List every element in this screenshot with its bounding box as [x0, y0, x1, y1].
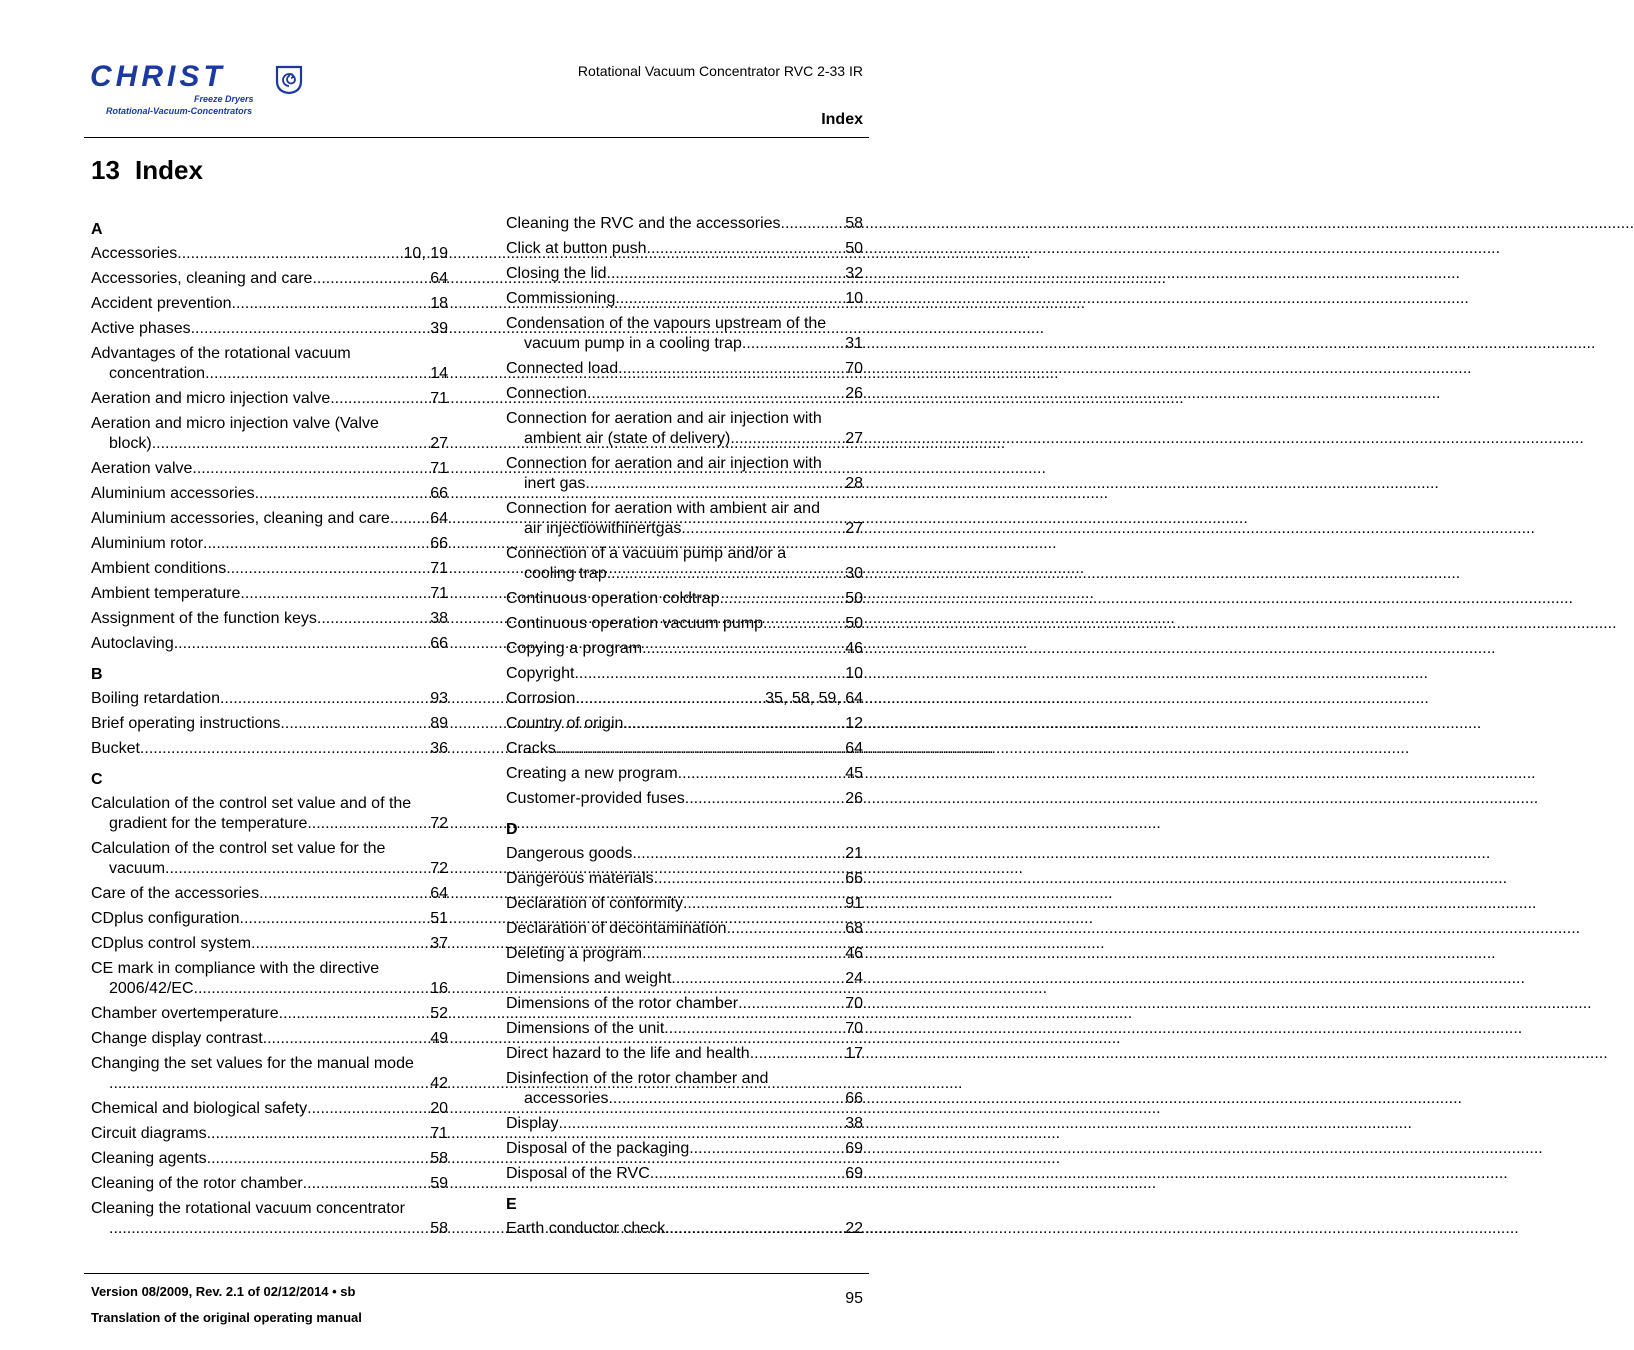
index-entry [506, 1019, 863, 1039]
index-entry-pages: 38 [845, 1115, 863, 1132]
index-entry [506, 764, 863, 784]
index-entry-term: Accessories, cleaning and care [91, 270, 313, 287]
index-letter-heading: B [91, 666, 103, 683]
index-entry [506, 359, 863, 379]
dot-leader [685, 789, 845, 809]
index-entry-pages: 16 [430, 980, 448, 997]
index-entry-pages: 32 [845, 265, 863, 282]
dot-leader [575, 689, 765, 709]
index-entry-term: Corrosion [506, 690, 576, 707]
dot-leader [307, 814, 430, 834]
index-entry-pages: 27 [845, 430, 863, 447]
index-entry-term: Display [506, 1115, 559, 1132]
page-number: 95 [845, 1290, 863, 1307]
index-entry-pages: 72 [430, 815, 448, 832]
index-entry-term: inert gas [524, 475, 586, 492]
index-entry-term: Continuous operation coldtrap [506, 590, 720, 607]
index-entry-term: Advantages of the rotational vacuum [91, 345, 351, 362]
dot-leader [109, 1074, 430, 1094]
dot-leader [642, 639, 845, 659]
index-entry-pages: 45 [845, 765, 863, 782]
index-entry-pages: 66 [430, 635, 448, 652]
footer-translation-note: Translation of the original operating manual [91, 1310, 362, 1325]
dot-leader [585, 474, 845, 494]
dot-leader [607, 564, 845, 584]
index-entry-pages: 50 [845, 590, 863, 607]
index-entry-pages: 69 [845, 1165, 863, 1182]
index-entry-pages: 39 [430, 320, 448, 337]
index-entry [506, 1139, 863, 1159]
index-entry-term: Aluminium accessories, cleaning and care. [91, 510, 395, 527]
dot-leader [303, 1174, 431, 1194]
header-rule [84, 137, 869, 138]
index-entry-term: Connection for aeration and air injection with [506, 410, 822, 427]
index-entry-pages: 93 [430, 690, 448, 707]
index-entry [506, 664, 863, 684]
index-entry-pages: 66 [845, 1090, 863, 1107]
index-entry-pages: 71 [430, 390, 448, 407]
index-entry [506, 739, 863, 759]
index-entry [91, 884, 448, 904]
index-entry-pages: 10 [845, 665, 863, 682]
dot-leader [618, 359, 845, 379]
index-entry-pages: 70 [845, 360, 863, 377]
index-entry-term: Dimensions and weight [506, 970, 672, 987]
company-logo [90, 58, 315, 120]
index-entry [91, 509, 448, 529]
index-entry-pages: 20 [430, 1100, 448, 1117]
dot-leader [647, 239, 846, 259]
chapter-title: Index [135, 155, 203, 185]
index-entry-pages: 50 [845, 615, 863, 632]
index-entry-pages: 24 [845, 970, 863, 987]
index-entry [91, 609, 448, 629]
index-entry-pages: 66 [430, 535, 448, 552]
index-entry-pages: 36 [430, 740, 448, 757]
index-entry-pages: 68 [845, 920, 863, 937]
index-entry-term: Cracks [506, 740, 556, 757]
index-entry-term: vacuum. [109, 860, 170, 877]
index-entry [506, 789, 863, 809]
dot-leader [730, 429, 845, 449]
dot-leader [312, 269, 430, 289]
index-entry-pages: 70 [845, 1020, 863, 1037]
dot-leader [251, 934, 430, 954]
index-entry-term: Deleting a program [506, 945, 643, 962]
index-entry-pages: 58 [430, 1150, 448, 1167]
index-entry-term: Closing the lid [506, 265, 607, 282]
index-entry [506, 844, 863, 864]
index-entry-pages: 71 [430, 585, 448, 602]
dot-leader [240, 909, 431, 929]
index-entry-pages: 31 [845, 335, 863, 352]
index-entry [506, 409, 863, 449]
index-entry [91, 909, 448, 929]
index-entry [91, 794, 448, 834]
index-entry-pages: 69 [845, 1140, 863, 1157]
dot-leader [307, 1099, 430, 1119]
dot-leader [574, 664, 845, 684]
dot-leader [321, 609, 430, 629]
dot-leader [615, 289, 845, 309]
index-entry [91, 689, 448, 709]
index-entry-term: Connection of a vacuum pump and/or a [506, 545, 787, 562]
index-entry-pages: 71 [430, 460, 448, 477]
index-entry-term: Disinfection of the rotor chamber and [506, 1070, 769, 1087]
index-entry-pages: 22 [845, 1220, 863, 1237]
index-entry-pages: 37 [430, 935, 448, 952]
index-entry-term: cooling trap [524, 565, 607, 582]
index-entry-term: Dangerous goods. [506, 845, 637, 862]
index-entry-term: air injectiowithinertgas [524, 520, 682, 537]
dot-leader [781, 214, 846, 234]
index-entry-pages: 46 [845, 640, 863, 657]
index-entry-pages: 38 [430, 610, 448, 627]
index-entry [506, 1069, 863, 1109]
index-entry-pages: 35, 58, 59, 64 [765, 690, 863, 707]
dot-leader [558, 1114, 845, 1134]
dot-leader [727, 919, 846, 939]
index-entry-term: Circuit diagrams [91, 1125, 207, 1142]
index-entry [91, 739, 448, 759]
index-entry [506, 214, 863, 234]
dot-leader [259, 884, 430, 904]
index-entry-pages: 12 [845, 715, 863, 732]
index-entry [91, 484, 448, 504]
index-entry-pages: 89 [430, 715, 448, 732]
index-entry-term: Cleaning the RVC and the accessories [506, 215, 781, 232]
dot-leader [637, 844, 845, 864]
index-entry [506, 1044, 863, 1064]
index-entry [91, 389, 448, 409]
index-entry-term: Disposal of the packaging [506, 1140, 690, 1157]
index-entry-pages: 72 [430, 860, 448, 877]
index-entry-pages: 21 [845, 845, 863, 862]
dot-leader [394, 509, 430, 529]
dot-leader [608, 1089, 845, 1109]
footer-info [91, 1279, 362, 1331]
dot-leader [267, 1029, 430, 1049]
index-entry-pages: 66 [430, 485, 448, 502]
dot-leader [279, 1004, 431, 1024]
dot-leader [240, 584, 430, 604]
logo-tagline-freeze-dryers: Freeze Dryers [194, 94, 254, 104]
index-entry-pages: 64 [430, 270, 448, 287]
index-entry-term: Autoclaving [91, 635, 174, 652]
index-entry [91, 294, 448, 314]
index-entry-pages: 27 [845, 520, 863, 537]
index-entry [506, 894, 863, 914]
index-entry-term: 2006/42/EC [109, 980, 194, 997]
index-entry [91, 959, 448, 999]
index-entry-term: gradient for the temperature [109, 815, 308, 832]
index-entry-term: Accident prevention [91, 295, 232, 312]
dot-leader [607, 264, 846, 284]
index-entry [506, 919, 863, 939]
index-entry-term: Creating a new program. [506, 765, 683, 782]
index-entry [506, 944, 863, 964]
index-entry-term: Continuous operation vacuum pump [506, 615, 764, 632]
index-entry [91, 1199, 448, 1239]
index-entry [506, 544, 863, 584]
index-entry-pages: 51 [430, 910, 448, 927]
index-entry-pages: 58 [430, 1220, 448, 1237]
index-entry [506, 264, 863, 284]
index-entry [506, 994, 863, 1014]
index-entry [91, 344, 448, 384]
index-letter-heading: A [91, 221, 103, 238]
index-entry-term: Calculation of the control set value for the [91, 840, 386, 857]
index-entry [506, 289, 863, 309]
index-entry-pages: 26 [845, 385, 863, 402]
index-entry-pages: 64 [430, 885, 448, 902]
index-entry-term: Care of the accessories [91, 885, 260, 902]
index-entry-term: Changing the set values for the manual mode [91, 1055, 414, 1072]
index-entry [506, 1219, 863, 1239]
dot-leader [689, 1139, 845, 1159]
index-entry [506, 714, 863, 734]
dot-leader [671, 969, 845, 989]
index-entry-term: Dimensions of the rotor chamber [506, 995, 739, 1012]
dot-leader [754, 1044, 845, 1064]
index-entry-term: Aeration and micro injection valve [91, 390, 331, 407]
document-title: Rotational Vacuum Concentrator RVC 2-33 IR [577, 63, 863, 79]
dot-leader [169, 859, 430, 879]
index-entry-pages: 66 [845, 870, 863, 887]
logo-brand: CHRIST [90, 60, 226, 93]
index-entry-term: Boiling retardation [91, 690, 220, 707]
index-entry-term: Ambient conditions. [91, 560, 231, 577]
index-entry-term: Direct hazard to the life and health. [506, 1045, 755, 1062]
footer-rule [84, 1273, 869, 1274]
index-entry [506, 969, 863, 989]
index-entry-term: concentration [109, 365, 206, 382]
index-entry-term: Aeration and micro injection valve (Valve [91, 415, 379, 432]
index-entry [506, 869, 863, 889]
index-entry-term: CDplus control system [91, 935, 252, 952]
index-entry-term: block) [109, 435, 152, 452]
index-entry [506, 689, 863, 709]
index-entry-term: Declaration of decontamination [506, 920, 727, 937]
dot-leader [220, 689, 430, 709]
dot-leader [140, 739, 430, 759]
index-entry-term: Aeration valve [91, 460, 193, 477]
index-entry-term: Active phases [91, 320, 191, 337]
index-entry-pages: 27 [430, 435, 448, 452]
index-entry-term: Connected load [506, 360, 619, 377]
index-letter-heading: D [506, 821, 518, 838]
index-entry-pages: 42 [430, 1075, 448, 1092]
index-entry-pages: 70 [845, 995, 863, 1012]
index-entry [91, 714, 448, 734]
index-entry [91, 1149, 448, 1169]
index-column-left [91, 214, 448, 1244]
index-entry-term: Connection for aeration and air injection with [506, 455, 822, 472]
index-entry-term: CDplus configuration [91, 910, 240, 927]
index-entry [91, 1124, 448, 1144]
index-entry-pages: 71 [430, 1125, 448, 1142]
dot-leader [556, 739, 845, 759]
index-entry-term: Connection [506, 385, 587, 402]
dot-leader [763, 614, 845, 634]
dot-leader [255, 484, 431, 504]
index-entry [506, 589, 863, 609]
index-entry-term: Brief operating instructions. [91, 715, 285, 732]
index-entry-term: Dangerous materials [506, 870, 654, 887]
dot-leader [654, 1164, 845, 1184]
index-entry [506, 614, 863, 634]
index-entry-pages: 64 [845, 740, 863, 757]
index-column-right [506, 214, 863, 1244]
dot-leader [719, 589, 845, 609]
index-entry-pages: 52 [430, 1005, 448, 1022]
dot-leader [330, 389, 430, 409]
index-entry [91, 839, 448, 879]
index-entry [91, 1004, 448, 1024]
logo-spiral-icon [274, 64, 304, 94]
index-entry-term: Chemical and biological safety [91, 1100, 308, 1117]
index-entry [91, 559, 448, 579]
dot-leader [192, 459, 430, 479]
index-entry [91, 414, 448, 454]
index-entry-term: Connection for aeration with ambient air and [506, 500, 820, 517]
index-entry-pages: 17 [845, 1045, 863, 1062]
index-entry [91, 1099, 448, 1119]
index-entry-term: Copyright [506, 665, 575, 682]
index-entry [506, 384, 863, 404]
index-entry-term: Dimensions of the unit. [506, 1020, 669, 1037]
index-entry-pages: 14 [430, 365, 448, 382]
logo-tagline-rvc: Rotational-Vacuum-Concentrators [106, 106, 253, 116]
dot-leader [682, 764, 845, 784]
dot-leader [205, 364, 430, 384]
index-entry-pages: 10 [845, 290, 863, 307]
dot-leader [174, 634, 430, 654]
index-entry-term: Aluminium rotor [91, 535, 204, 552]
index-entry-pages: 30 [845, 565, 863, 582]
index-entry [91, 634, 448, 654]
index-entry-term: Bucket [91, 740, 140, 757]
index-entry-term: vacuum pump in a cooling trap [524, 335, 742, 352]
index-entry [91, 934, 448, 954]
dot-leader [654, 869, 846, 889]
index-entry-term: Cleaning agents [91, 1150, 207, 1167]
index-entry [91, 1029, 448, 1049]
dot-leader [177, 244, 403, 264]
index-entry-pages: 18 [430, 295, 448, 312]
index-entry-term: Click at button push [506, 240, 647, 257]
index-entry-term: Country of origin. [506, 715, 628, 732]
index-entry-term: ambient air (state of delivery) [524, 430, 731, 447]
index-entry [506, 499, 863, 539]
dot-leader [681, 519, 845, 539]
index-entry-pages: 49 [430, 1030, 448, 1047]
index-entry-term: Accessories [91, 245, 178, 262]
index-entry-term: Customer-provided fuses [506, 790, 685, 807]
index-entry-pages: 28 [845, 475, 863, 492]
index-entry-pages: 71 [430, 560, 448, 577]
dot-leader [109, 1219, 430, 1239]
index-entry [91, 269, 448, 289]
index-entry-term: Chamber overtemperature [91, 1005, 279, 1022]
index-entry [506, 314, 863, 354]
index-entry-term: Calculation of the control set value and of the [91, 795, 412, 812]
dot-leader [683, 894, 845, 914]
index-letter-heading: E [506, 1196, 517, 1213]
index-entry-term: Earth conductor check [506, 1220, 666, 1237]
index-entry [506, 1164, 863, 1184]
dot-leader [232, 294, 431, 314]
index-entry-pages: 50 [845, 240, 863, 257]
dot-leader [285, 714, 430, 734]
dot-leader [203, 534, 430, 554]
index-entry-term: Condensation of the vapours upstream of the [506, 315, 827, 332]
index-entry-term: accessories [524, 1090, 609, 1107]
dot-leader [231, 559, 431, 579]
dot-leader [642, 944, 845, 964]
dot-leader [194, 979, 431, 999]
index-entry-term: Copying a program [506, 640, 643, 657]
index-entry-term: Declaration of conformity [506, 895, 683, 912]
index-entry [91, 459, 448, 479]
footer-version: Version 08/2009, Rev. 2.1 of 02/12/2014 • sb [91, 1284, 356, 1299]
index-entry-term: Change display contrast. [91, 1030, 268, 1047]
index-entry-pages: 46 [845, 945, 863, 962]
dot-leader [191, 319, 431, 339]
header-section-name: Index [821, 111, 863, 128]
dot-leader [628, 714, 845, 734]
index-entry [91, 1174, 448, 1194]
index-entry-term: Cleaning of the rotor chamber [91, 1175, 303, 1192]
index-entry [91, 534, 448, 554]
index-entry [91, 244, 448, 264]
chapter-number: 13 [91, 155, 120, 185]
index-entry-term: CE mark in compliance with the directive [91, 960, 380, 977]
index-entry-term: Assignment of the function keys. [91, 610, 322, 627]
index-entry-term: Disposal of the RVC. [506, 1165, 655, 1182]
dot-leader [152, 434, 431, 454]
dot-leader [742, 334, 845, 354]
dot-leader [207, 1124, 431, 1144]
dot-leader [665, 1219, 845, 1239]
index-entry-pages: 58 [845, 215, 863, 232]
index-letter-heading: C [91, 771, 103, 788]
index-entry-pages: 91 [845, 895, 863, 912]
index-entry-pages: 10, 19 [403, 245, 448, 262]
dot-leader [669, 1019, 845, 1039]
dot-leader [207, 1149, 431, 1169]
index-entry [506, 239, 863, 259]
index-entry-pages: 59 [430, 1175, 448, 1192]
index-entry-pages: 64 [430, 510, 448, 527]
dot-leader [738, 994, 845, 1014]
index-entry-pages: 26 [845, 790, 863, 807]
dot-leader [587, 384, 845, 404]
index-entry [91, 1054, 448, 1094]
index-entry [506, 639, 863, 659]
index-entry [506, 1114, 863, 1134]
index-entry-term: Commissioning [506, 290, 616, 307]
index-entry-term: Cleaning the rotational vacuum concentrator [91, 1200, 405, 1217]
chapter-heading [91, 155, 203, 186]
index-entry-term: Aluminium accessories [91, 485, 255, 502]
index-entry [91, 319, 448, 339]
index-entry [506, 454, 863, 494]
index-entry [91, 584, 448, 604]
index-entry-term: Ambient temperature [91, 585, 241, 602]
